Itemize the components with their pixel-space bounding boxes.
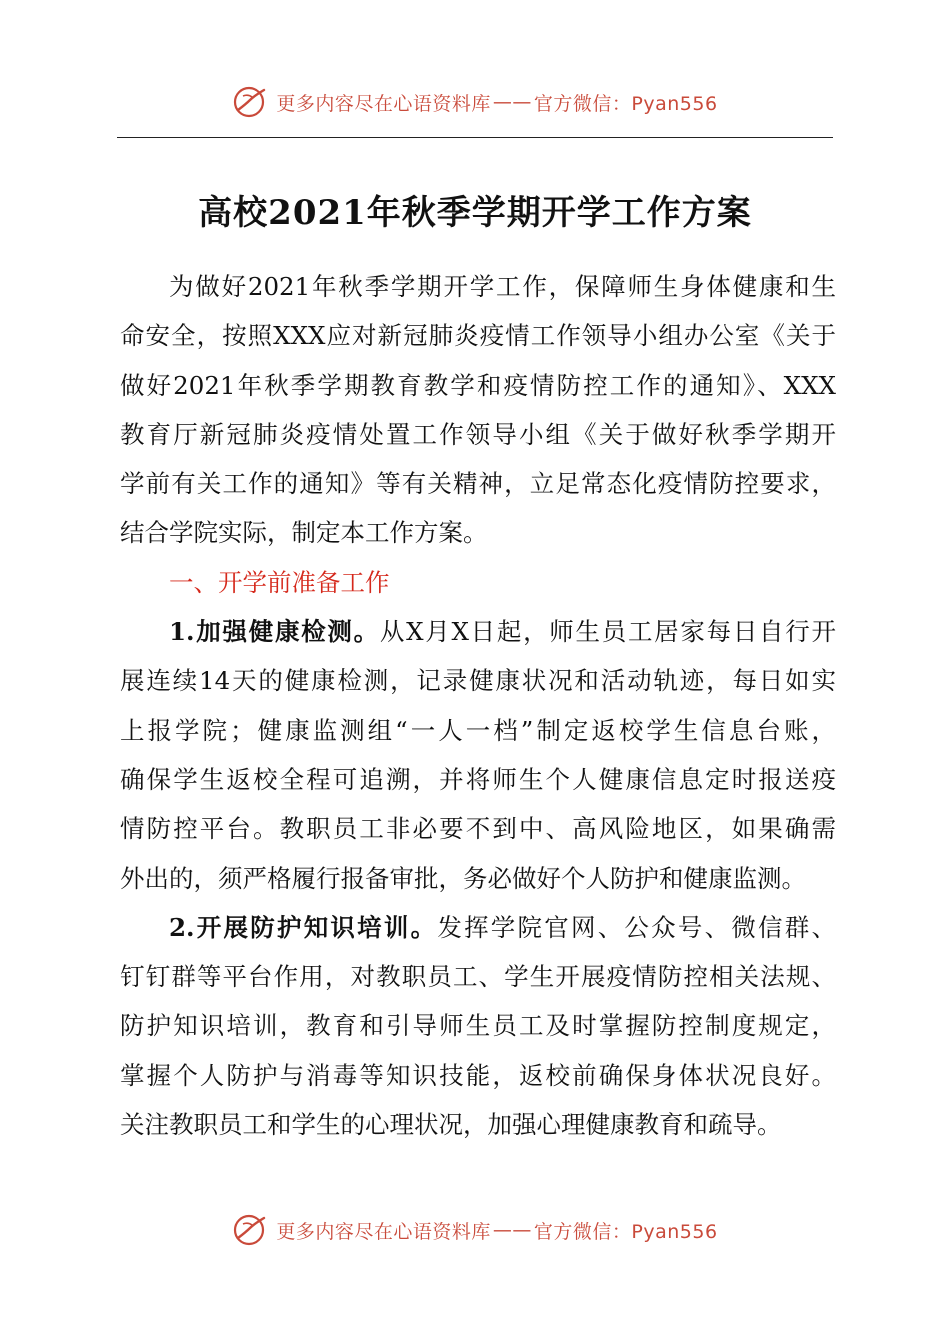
item1-text: 从X月X日起，师生员工居家每日自行开 xyxy=(379,617,837,647)
document-body xyxy=(120,262,836,1149)
item1-first-line xyxy=(120,607,836,656)
banner-wechat: 官方微信：Pyan556 xyxy=(533,92,718,115)
item1-line: 上报学院；健康监测组“一人一档”制定返校学生信息台账， xyxy=(120,715,836,745)
item1-line: 确保学生返校全程可追溯，并将师生个人健康信息定时报送疫 xyxy=(120,764,836,794)
pen-logo-icon xyxy=(232,1212,268,1248)
item2-first-line xyxy=(120,903,836,952)
intro-line: 为做好2021年秋季学期开学工作，保障师生身体健康和生 xyxy=(169,272,836,301)
banner-text: 更多内容尽在心语资料库 xyxy=(276,1220,491,1243)
item2-text: 发挥学院官网、公众号、微信群、 xyxy=(437,912,837,942)
item1-line: 展连续14天的健康检测，记录健康状况和活动轨迹，每日如实 xyxy=(120,666,836,696)
banner-dash: —— xyxy=(492,1219,532,1241)
footer-watermark xyxy=(0,1210,950,1250)
intro-line: 做好2021年秋季学期教育教学和疫情防控工作的通知》、XXX xyxy=(120,370,836,400)
item2-line: 钉钉群等平台作用，对教职员工、学生开展疫情防控相关法规、 xyxy=(120,962,836,992)
item1-line: 情防控平台。教职员工非必要不到中、高风险地区，如果确需 xyxy=(120,814,836,844)
document-title: 高校2021年秋季学期开学工作方案 xyxy=(198,193,752,233)
item2-label: 2.开展防护知识培训。 xyxy=(169,912,438,942)
banner-text: 更多内容尽在心语资料库 xyxy=(276,92,491,115)
item2-line: 防护知识培训，教育和引导师生员工及时掌握防控制度规定， xyxy=(120,1011,836,1041)
banner-wechat: 官方微信：Pyan556 xyxy=(533,1220,718,1243)
intro-line: 结合学院实际，制定本工作方案。 xyxy=(120,518,488,548)
item2-line: 掌握个人防护与消毒等知识技能，返校前确保身体状况良好。 xyxy=(120,1060,836,1090)
item1-label: 1.加强健康检测。 xyxy=(169,617,380,647)
item2-line: 关注教职员工和学生的心理状况，加强心理健康教育和疏导。 xyxy=(120,1110,782,1140)
pen-logo-icon xyxy=(232,84,268,120)
intro-line: 教育厅新冠肺炎疫情处置工作领导小组《关于做好秋季学期开 xyxy=(120,419,836,449)
section-heading: 一、开学前准备工作 xyxy=(169,567,390,597)
header-divider xyxy=(117,137,833,138)
banner-dash: —— xyxy=(492,91,532,113)
intro-line: 命安全，按照XXX应对新冠肺炎疫情工作领导小组办公室《关于 xyxy=(120,321,836,351)
item1-line: 外出的，须严格履行报备审批，务必做好个人防护和健康监测。 xyxy=(120,863,806,893)
intro-line: 学前有关工作的通知》等有关精神，立足常态化疫情防控要求， xyxy=(120,469,836,499)
header-watermark xyxy=(0,82,950,122)
